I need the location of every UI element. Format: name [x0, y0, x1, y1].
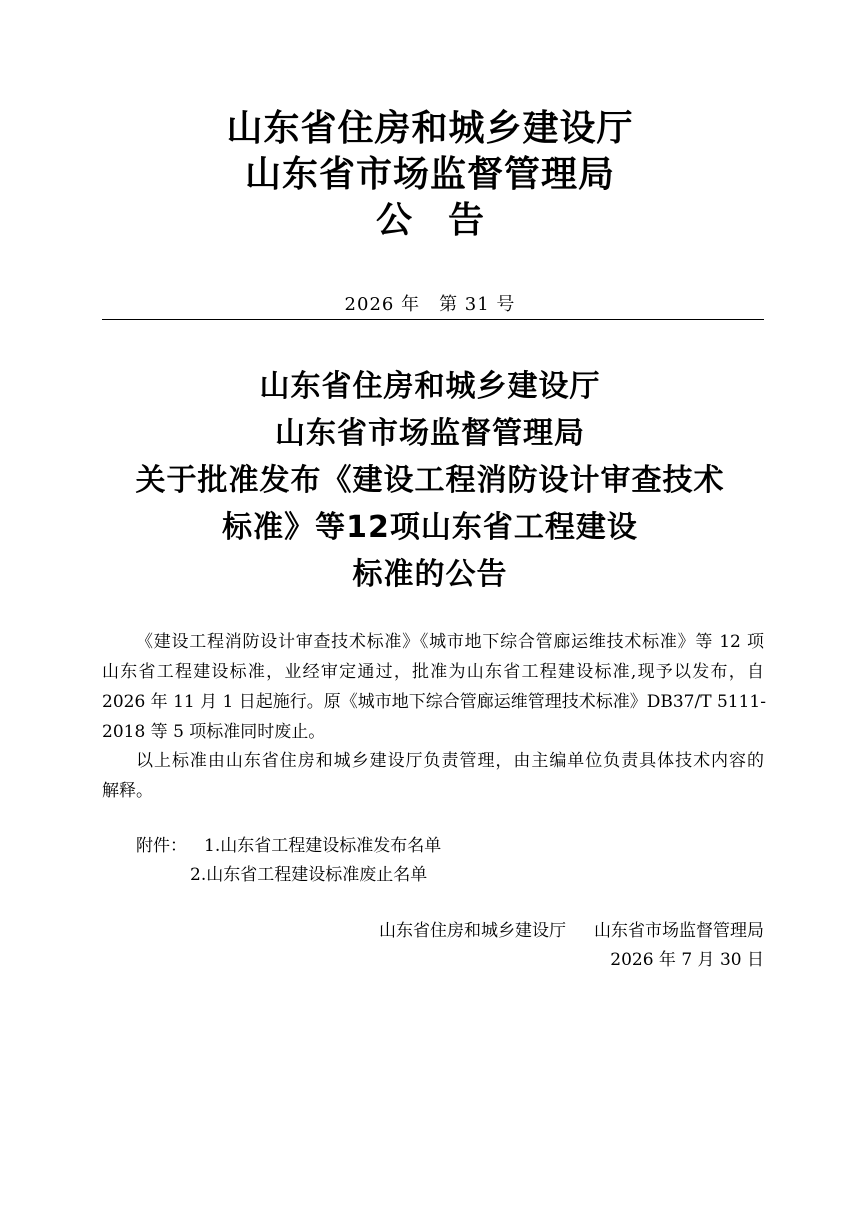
- body-paragraph-1-line: 山东省工程建设标准，业经审定通过，批准为山东省工程建设标准,现予以发布，自: [102, 662, 764, 682]
- body-paragraph-2-line: 以上标准由山东省住房和城乡建设厅负责管理，由主编单位负责具体技术内容的: [136, 751, 764, 771]
- body-paragraph-2-line: 解释。: [102, 781, 153, 801]
- signature-issuer-housing: 山东省住房和城乡建设厅: [379, 921, 566, 941]
- title-line: 山东省市场监督管理局: [275, 416, 585, 451]
- title-line: 山东省住房和城乡建设厅: [259, 369, 601, 404]
- body-paragraph-1-line: 《建设工程消防设计审查技术标准》《城市地下综合管廊运维技术标准》等 12 项: [136, 632, 764, 652]
- title-line: 标准》等12项山东省工程建设: [222, 510, 638, 545]
- header-authority-market: 山东省市场监督管理局: [244, 153, 615, 195]
- attachment-item-repeal-list: 2.山东省工程建设标准废止名单: [190, 865, 428, 885]
- header-authority-housing: 山东省住房和城乡建设厅: [226, 107, 634, 149]
- signature-issuers: [379, 919, 764, 943]
- attachment-item-publish-list: 1.山东省工程建设标准发布名单: [204, 836, 442, 856]
- title-line: 标准的公告: [352, 557, 508, 592]
- body-paragraph-1-line: 2018 等 5 项标准同时废止。: [102, 722, 326, 742]
- document-number: 2026 年 第 31 号: [344, 294, 516, 315]
- title-line: 关于批准发布《建设工程消防设计审查技术: [135, 463, 725, 498]
- header-divider: [102, 319, 764, 320]
- body-paragraph-1-line: 2026 年 11 月 1 日起施行。原《城市地下综合管廊运维管理技术标准》DB37/T 5111-: [102, 692, 766, 712]
- signature-date: 2026 年 7 月 30 日: [610, 950, 764, 970]
- header-notice-word: 公告: [375, 199, 520, 241]
- signature-issuer-market: 山东省市场监督管理局: [594, 921, 764, 941]
- attachments-label: 附件：: [136, 836, 187, 856]
